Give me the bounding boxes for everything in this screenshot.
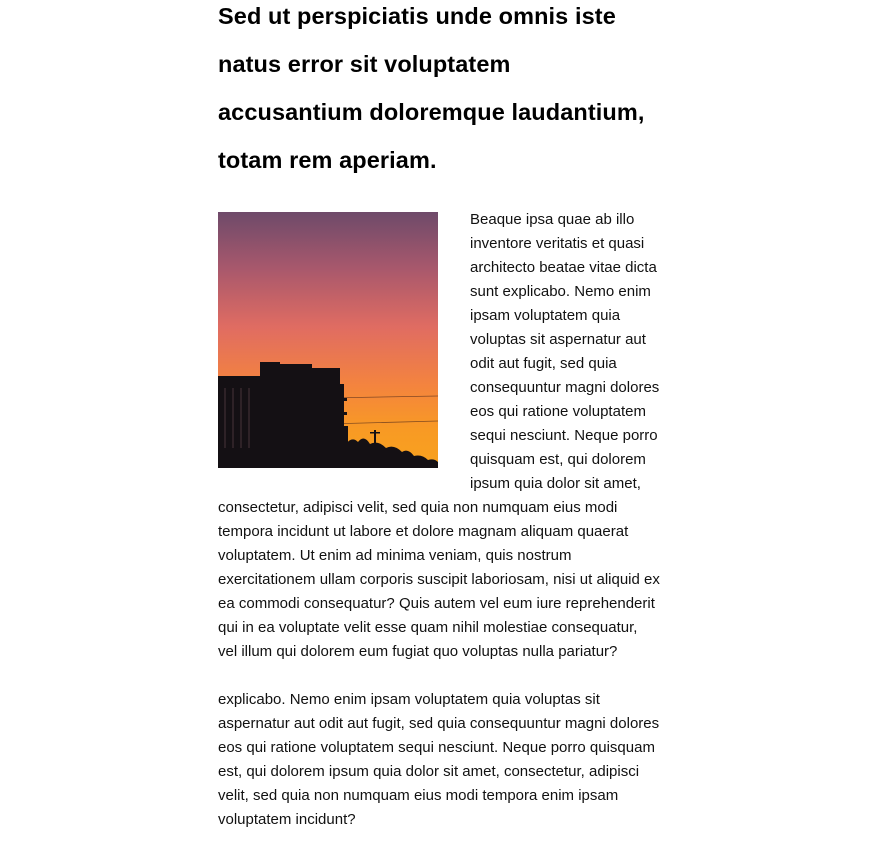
article-paragraph-1 — [218, 208, 660, 664]
sunset-photo — [218, 212, 438, 468]
article-paragraph-2: explicabo. Nemo enim ipsam voluptatem quia voluptas sit aspernatur aut odit aut fugit, sed quia consequuntur magni dolores eos qui ratione voluptatem sequi nesciunt. Neque porro quisquam est, qui dolorem ipsum quia dolor sit amet, consectetur, adipisci velit, sed quia non numquam eius modi tempora enim ipsam voluptatem incidunt? — [218, 691, 660, 828]
article-paragraph-1-text: Beaque ipsa quae ab illo inventore veritatis et quasi architecto beatae vitae dicta sunt explicabo. Nemo enim ipsam voluptatem quia voluptas sit aspernatur aut odit aut fugit, sed quia consequuntur magni dolores eos qui ratione voluptatem sequi nesciunt. Neque porro quisquam est, qui dolorem ipsum quia dolor sit amet, consectetur, adipisci velit, sed quia non numquam eius modi tempora incidunt ut labore et dolore magnam aliquam quaerat voluptatem. Ut enim ad minima veniam, quis nostrum exercitationem ullam corporis suscipit laboriosam, nisi ut aliquid ex ea commodi consequatur? Quis autem vel eum iure reprehenderit qui in ea voluptate velit esse quam nihil molestiae consequatur, vel illum qui dolorem eum fugiat quo voluptas nulla pariatur? — [218, 211, 660, 660]
article-title: Sed ut perspiciatis unde omnis iste natus error sit voluptatem accusantium doloremque laudantium, totam rem aperiam. — [218, 3, 645, 173]
article — [218, 0, 660, 832]
